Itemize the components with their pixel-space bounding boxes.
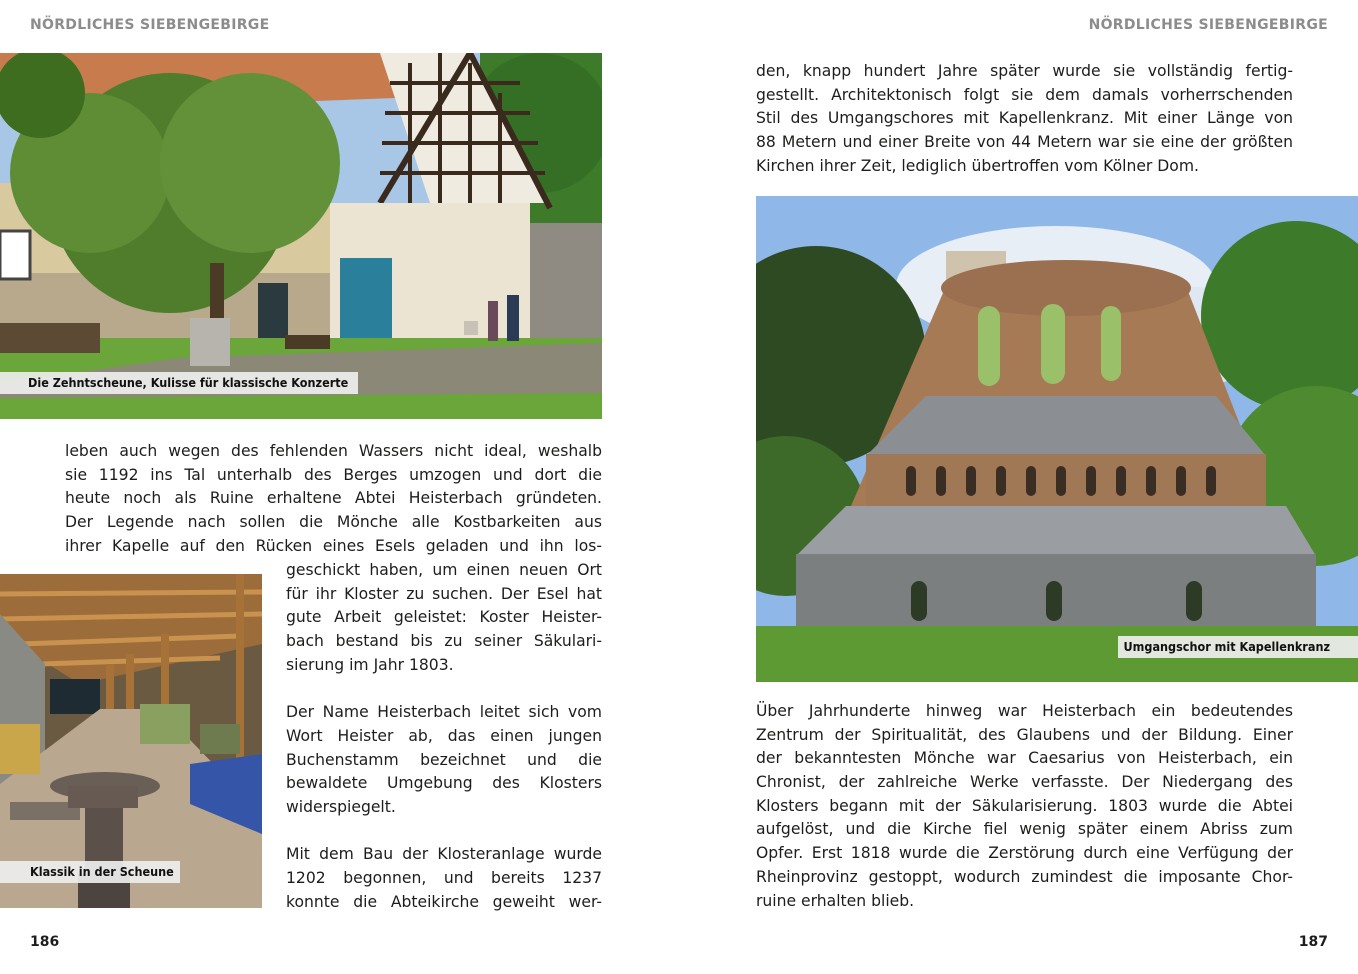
paragraph-legend [65,440,602,558]
text-line: bewaldete Umgebung des Klosters [286,774,602,793]
text-line: sierung im Jahr 1803. [286,655,454,674]
photo-caption-zehntscheune: Die Zehntscheune, Kulisse für klassische Konzerte [0,372,358,394]
text-line: Buchenstamm bezeichnet und die [286,750,602,769]
text-line: ihrer Kapelle auf den Rücken eines Esels geladen und ihn los- [65,536,602,555]
text-line: widerspiegelt. [286,797,396,816]
text-line: Über Jahrhunderte hinweg war Heisterbach ein bedeutendes [756,702,1293,720]
chorruine-photo [756,196,1358,682]
text-line: Kirchen ihrer Zeit, lediglich übertroffen vom Kölner Dom. [756,156,1199,175]
page-number-right: 187 [1298,934,1328,950]
zehntscheune-photo [0,53,602,419]
photo-caption-umgangschor: Umgangschor mit Kapellenkranz [1118,636,1358,658]
text-line: Chronist, der zahlreiche Werke verfasste. Der Niedergang des [756,773,1293,792]
text-line: 1202 begonnen, und bereits 1237 [286,868,602,887]
text-line: Mit dem Bau der Klosteranlage wurde [286,845,602,864]
running-head-right: NÖRDLICHES SIEBENGEBIRGE [1088,17,1328,33]
running-head-left: NÖRDLICHES SIEBENGEBIRGE [30,17,270,33]
text-line: bach bestand bis zu seiner Säkulari- [286,632,602,651]
text-line: heute noch als Ruine erhaltene Abtei Heisterbach gründeten. [65,489,602,508]
text-line: der bekanntesten Mönche war Caesarius von Heisterbach, ein [756,749,1293,768]
text-line: für ihr Kloster zu suchen. Der Esel hat [286,584,602,603]
text-line: Zentrum der Spiritualität, des Glaubens und der Bildung. Einer [756,725,1293,744]
scheune-interior-photo-icon [0,574,262,908]
text-line: leben auch wegen des fehlenden Wassers nicht ideal, weshalb [65,442,602,460]
text-line: den, knapp hundert Jahre später wurde sie vollständig fertig- [756,62,1293,80]
zehntscheune-photo-icon [0,53,602,419]
text-line: Wort Heister ab, das einen jungen [286,726,602,745]
text-line: Stil des Umgangschores mit Kapellenkranz. Mit einer Länge von [756,109,1293,128]
paragraph-legend-continued [286,559,602,914]
text-line: Klosters begann mit der Säkularisierung. 1803 wurde die Abtei [756,796,1293,815]
text-line: gestellt. Architektonisch folgt sie dem damals vorherrschenden [756,85,1293,104]
paragraph-history [756,700,1293,913]
text-line: aufgelöst, und die Kirche fiel wenig später einem Abriss zum [756,820,1293,839]
photo-caption-scheune: Klassik in der Scheune [0,861,180,883]
text-line: sie 1192 ins Tal unterhalb des Berges umzogen und dort die [65,465,602,484]
text-line: geschickt haben, um einen neuen Ort [286,561,602,579]
text-line: Rheinprovinz gestoppt, wodurch zumindest die imposante Chor- [756,867,1293,886]
text-line: ruine erhalten blieb. [756,891,915,910]
scheune-interior-photo [0,574,262,908]
text-line: gute Arbeit geleistet: Koster Heister- [286,608,602,627]
text-line: Opfer. Erst 1818 wurde die Zerstörung durch eine Verfügung der [756,844,1293,863]
text-line: Der Legende nach sollen die Mönche alle Kostbarkeiten aus [65,513,602,532]
text-line: 88 Metern und einer Breite von 44 Metern war sie eine der größten [756,133,1293,152]
paragraph-architecture [756,60,1293,178]
text-line: konnte die Abteikirche geweiht wer- [286,892,602,911]
text-line: Der Name Heisterbach leitet sich vom [286,703,602,722]
chorruine-photo-icon [756,196,1358,682]
page-number-left: 186 [30,934,60,950]
